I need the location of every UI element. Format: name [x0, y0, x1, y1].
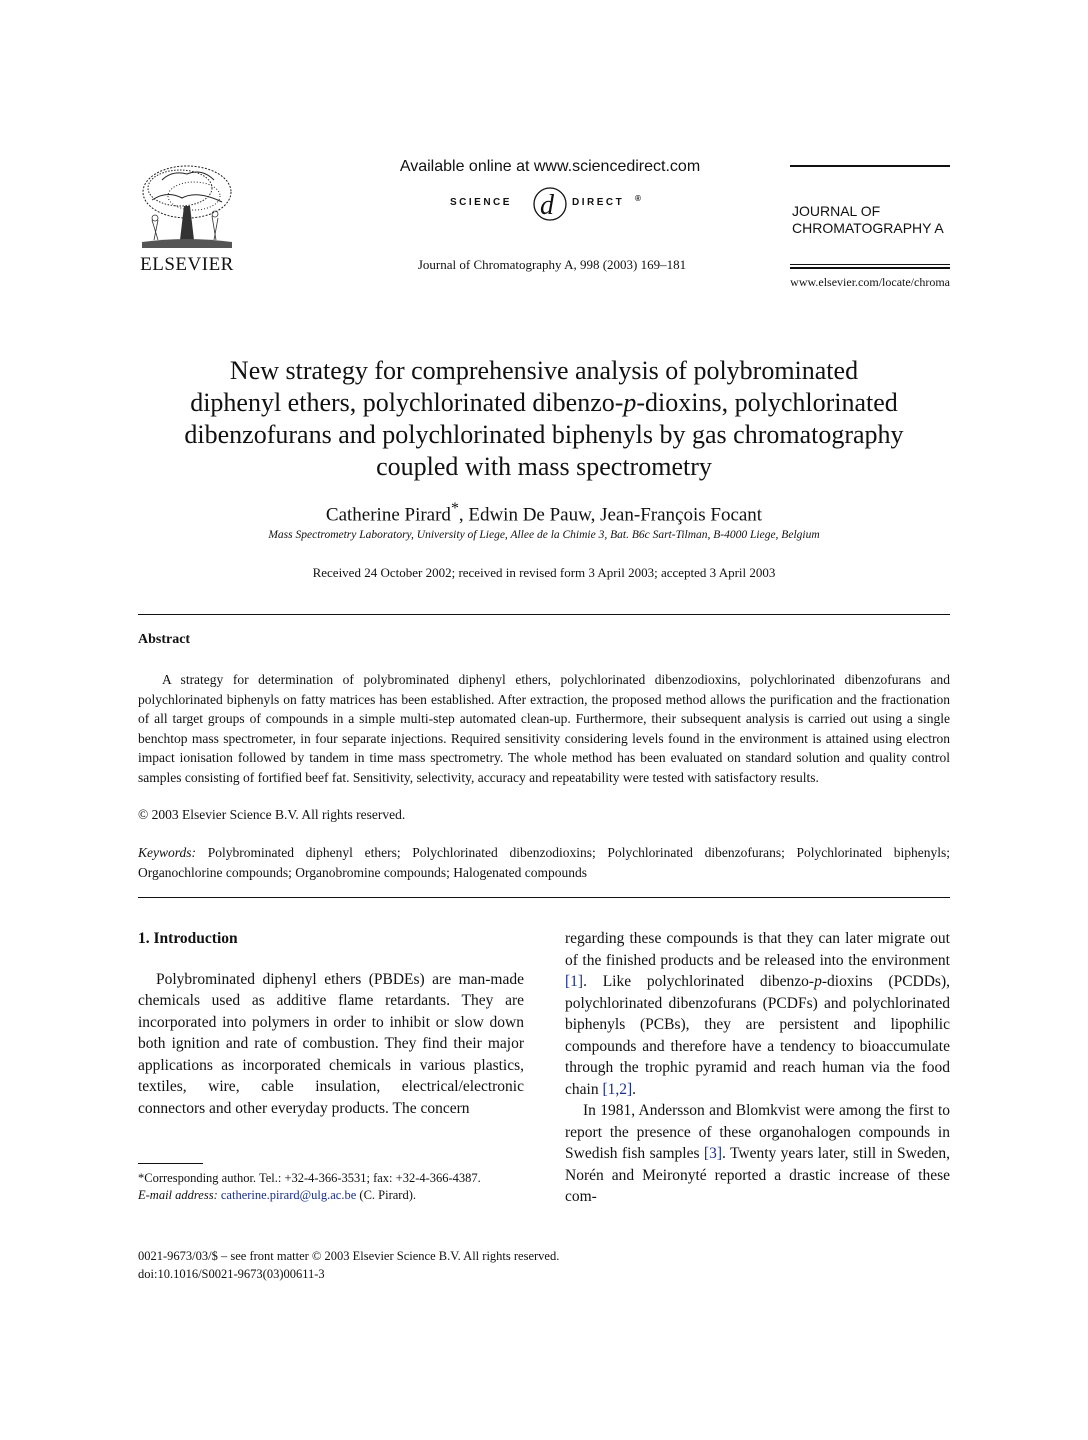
- abstract-text: A strategy for determination of polybrominated diphenyl ethers, polychlorinated dibenzodioxins, polychlorinated dibenzofurans and polychlorinated biphenyls on fatty matrices has been established. After extraction, the proposed method allows the purification and the fractionation of all target groups of compounds in a simple multi-step automated clean-up. Furthermore, their subsequent analysis is carried out using a single benchtop mass spectrometer, in four separate injections. Required sensitivity considering levels found in the environment is attained using electron impact ionisation followed by tandem in time mass spectrometry. The whole method has been evaluated on standard solution and quality control samples consisting of fortified beef fat. Sensitivity, selectivity, accuracy and repeatability were tested with satisfactory results.: [138, 672, 950, 785]
- sciencedirect-right-word: DIRECT: [572, 197, 625, 208]
- divider: [138, 897, 950, 898]
- journal-name: [792, 203, 950, 237]
- paragraph: In 1981, Andersson and Blomkvist were among the first to report the presence of these organohalogen compounds in Swedish fish samples [3]. Twenty years later, still in Sweden, Norén and Meironyté reported a drastic increase of these com-: [565, 1102, 950, 1205]
- right-column: [565, 928, 950, 1208]
- reference-link[interactable]: [3]: [703, 1145, 722, 1162]
- publisher-name: ELSEVIER: [140, 254, 234, 275]
- title-line: dibenzofurans and polychlorinated biphenyls by gas chromatography: [184, 420, 904, 449]
- footnote-rule: [138, 1163, 203, 1164]
- keywords-label: Keywords:: [138, 845, 196, 860]
- article-title: [120, 355, 968, 483]
- email-label: E-mail address:: [138, 1188, 218, 1202]
- title-line: coupled with mass spectrometry: [376, 452, 712, 481]
- footnote: [138, 1170, 524, 1204]
- affiliation: Mass Spectrometry Laboratory, University of Liege, Allee de la Chimie 3, Bat. B6c Sart-Tilman, B-4000 Liege, Belgium: [268, 529, 820, 541]
- masthead-bottom-rules: [790, 264, 950, 269]
- other-authors: , Edwin De Pauw, Jean-François Focant: [458, 504, 763, 526]
- trademark-mark: ®: [635, 194, 644, 203]
- keywords: [138, 843, 950, 882]
- journal-citation: Journal of Chromatography A, 998 (2003) 169–181: [417, 257, 687, 272]
- sciencedirect-d-icon: [532, 184, 568, 222]
- email-link[interactable]: catherine.pirard@ulg.ac.be: [220, 1188, 357, 1202]
- journal-name-line2: CHROMATOGRAPHY A: [792, 220, 944, 236]
- email-note: E-mail address: catherine.pirard@ulg.ac.be (C. Pirard).: [138, 1188, 416, 1202]
- doi-line[interactable]: doi:10.1016/S0021-9673(03)00611-3: [138, 1267, 325, 1281]
- issn-line: 0021-9673/03/$ – see front matter © 2003 Elsevier Science B.V. All rights reserved.: [138, 1249, 560, 1263]
- elsevier-tree-icon: [132, 160, 242, 252]
- corresponding-mark[interactable]: *: [450, 500, 459, 517]
- keywords-list: Polybrominated diphenyl ethers; Polychlorinated dibenzodioxins; Polychlorinated dibenzofurans; Polychlorinated biphenyls; Organochlorine compounds; Organobromine compounds; Halogenated compounds: [138, 845, 950, 880]
- journal-masthead: [790, 165, 950, 237]
- svg-text:d: d: [540, 190, 554, 221]
- paragraph: Polybrominated diphenyl ethers (PBDEs) are man-made chemicals used as additive flame retardants. They are incorporated into polymers in order to inhibit or slow down both ignition and rate of combustion. They find their major applications as incorporated chemicals in various plastics, textiles, wire, cable insulation, electrical/electronic connectors and other everyday products. The concern: [138, 970, 524, 1117]
- journal-name-line1: JOURNAL OF: [792, 203, 881, 219]
- elsevier-logo: [132, 160, 242, 276]
- title-line: New strategy for comprehensive analysis of polybrominated: [229, 356, 859, 385]
- masthead-rule: [790, 165, 950, 167]
- corresponding-author-note: *Corresponding author. Tel.: +32-4-366-3531; fax: +32-4-366-4387.: [138, 1171, 481, 1185]
- divider: [138, 614, 950, 615]
- title-line: diphenyl ethers, polychlorinated dibenzo-p-dioxins, polychlorinated: [190, 388, 898, 417]
- received-dates: Received 24 October 2002; received in revised form 3 April 2003; accepted 3 April 2003: [312, 565, 776, 580]
- reference-link[interactable]: [1,2]: [602, 1080, 633, 1098]
- sciencedirect-logo[interactable]: [420, 184, 680, 222]
- available-online-text[interactable]: Available online at www.sciencedirect.com: [399, 158, 701, 175]
- page-footer: [138, 1247, 559, 1283]
- left-column: [138, 928, 524, 1119]
- reference-link[interactable]: [1]: [565, 973, 584, 990]
- sciencedirect-left-word: SCIENCE: [450, 197, 512, 208]
- journal-url-link[interactable]: www.elsevier.com/locate/chroma: [790, 275, 950, 289]
- author-list: [120, 500, 968, 526]
- paragraph: regarding these compounds is that they can later migrate out of the finished products and be released into the environment [1]. Like polychlorinated dibenzo-p-dioxins (PCDDs), polychlorinated dibenzofurans (PCDFs) and polychlorinated biphenyls (PCBs), they are persistent and lipophilic compounds and therefore have a tendency to bioaccumulate through the trophic pyramid and reach human via the food chain [1,2].: [565, 930, 950, 1098]
- abstract-heading: Abstract: [138, 632, 191, 647]
- section-heading: 1. Introduction: [138, 930, 238, 947]
- author-name: Catherine Pirard: [325, 504, 451, 526]
- abstract-copyright: © 2003 Elsevier Science B.V. All rights reserved.: [138, 807, 406, 822]
